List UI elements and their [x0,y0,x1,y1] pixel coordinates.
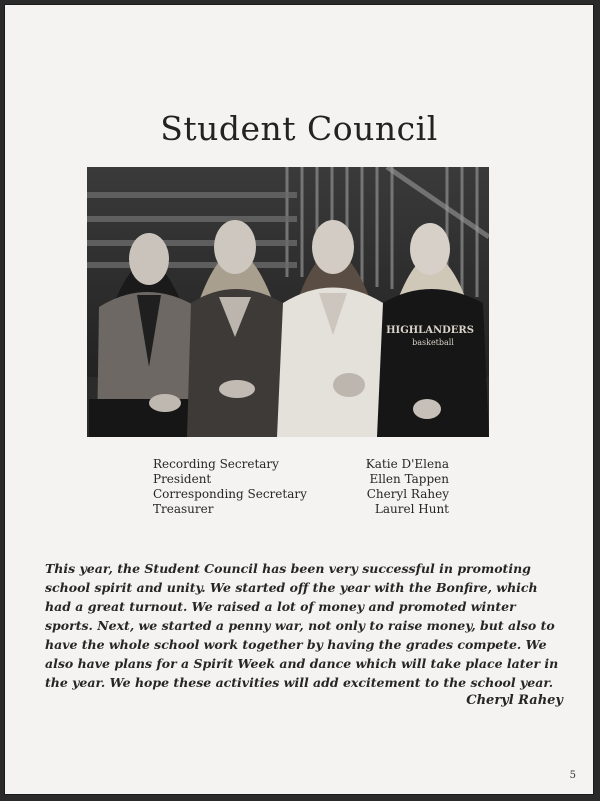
article-body: This year, the Student Council has been very successful in promoting school spirit and unity. We started off the year with the Bonfire, which had a great turnout. We raised a lot of money and promoted winter sports. Next, we started a penny war, not only to raise money, but also to have the whole school work together by having the grades compete. We also have plans for a Spirit Week and dance which will take place later in the year. We hope these activities will add excitement to the school year. [45,561,559,690]
yearbook-page [4,4,594,795]
officer-role: President [153,472,212,486]
officer-captions [153,457,449,517]
caption-row [153,502,449,517]
group-photo [87,167,489,437]
officer-name: Laurel Hunt [374,502,449,516]
officer-name: Cheryl Rahey [366,487,449,501]
sweatshirt-subtext: basketball [412,338,454,347]
officer-role: Recording Secretary [153,457,279,471]
officer-role: Treasurer [153,502,214,516]
page-title: Student Council [160,109,438,148]
article-signature: Cheryl Rahey [466,693,563,708]
caption-row [153,487,449,502]
page-number: 5 [569,770,576,781]
sweatshirt-text: HIGHLANDERS [386,325,474,336]
officer-name: Ellen Tappen [369,472,449,486]
officer-role: Corresponding Secretary [153,487,307,501]
caption-row [153,472,449,487]
officer-name: Katie D'Elena [365,457,449,471]
caption-row [153,457,449,472]
